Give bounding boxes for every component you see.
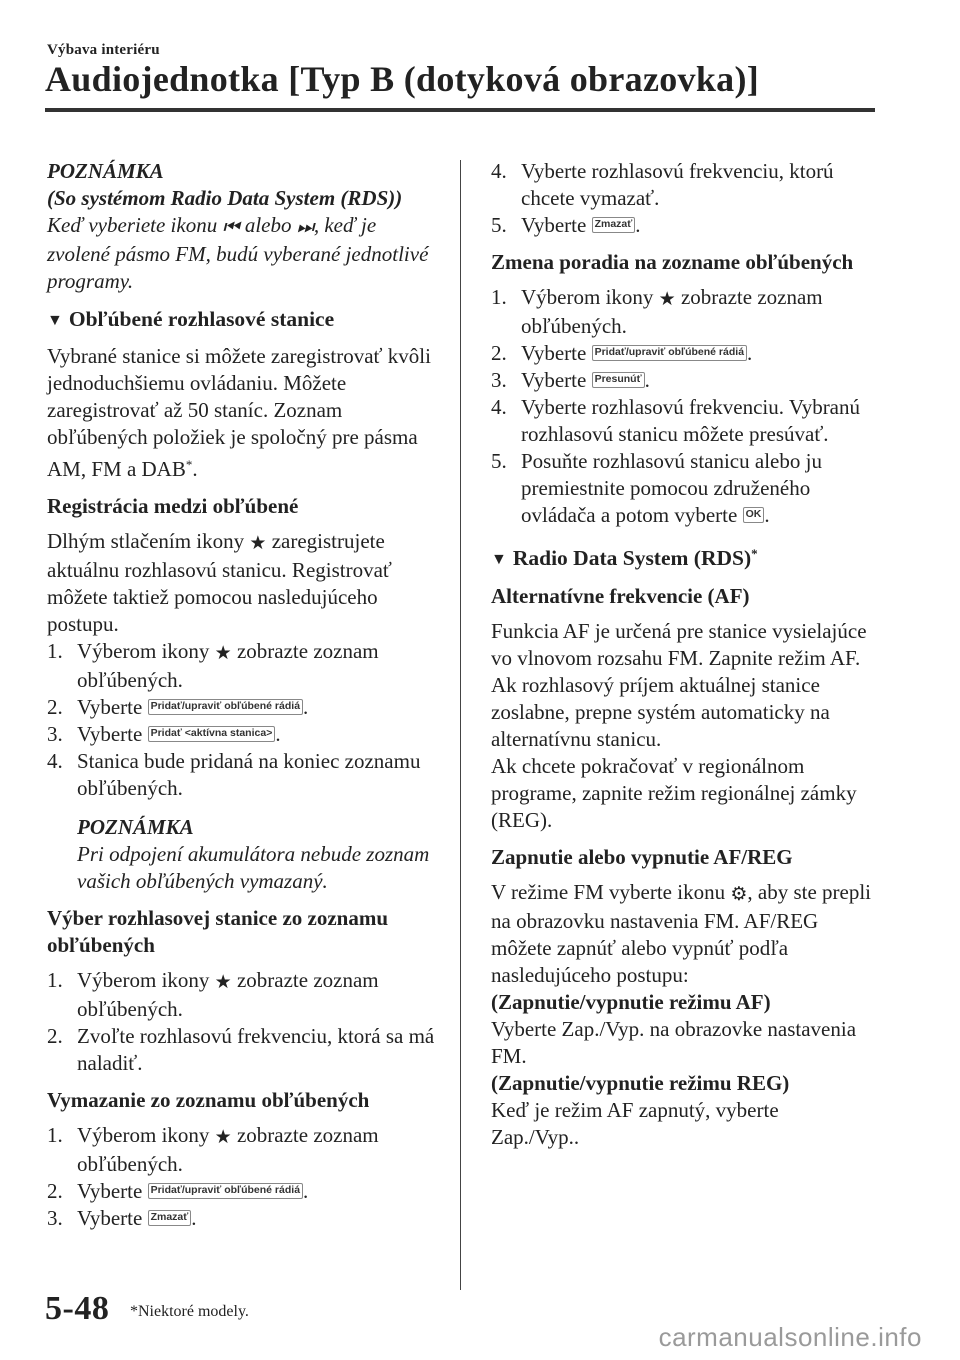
add-edit-favorites-button[interactable]: Pridať/upraviť obľúbené rádiá: [148, 699, 303, 715]
list-item: 2. Vyberte Pridať/upraviť obľúbené rádiá .: [47, 1179, 309, 1203]
reg-mode-text: Keď je režim AF zapnutý, vyberte Zap./Vyp..: [491, 1098, 779, 1149]
note-label: POZNÁMKA: [47, 159, 164, 183]
star-icon: ★: [249, 533, 267, 554]
star-icon: ★: [658, 289, 676, 310]
register-steps: [47, 638, 442, 802]
ok-button[interactable]: OK: [743, 507, 765, 523]
subheading-reorder: Zmena poradia na zozname obľúbených: [491, 250, 854, 274]
footnote: *Niektoré modely.: [130, 1303, 249, 1320]
subheading-register: Registrácia medzi obľúbené: [47, 494, 299, 518]
favorites-paragraph: Vybrané stanice si môžete zaregistrovať kvôli jednoduchšiemu ovládaniu. Môžete zaregistrovať až 50 staníc. Zoznam obľúbených položiek je spoločný pre pásma AM, FM a DAB*.: [47, 344, 431, 481]
af-mode-label: (Zapnutie/vypnutie režimu AF): [491, 990, 771, 1014]
delete-button[interactable]: Zmazať: [148, 1210, 192, 1226]
next-track-icon: ⏭: [296, 217, 314, 238]
header-divider: [45, 108, 875, 112]
previous-track-icon: ⏮: [222, 217, 240, 238]
list-item: 1. Výberom ikony ★ zobrazte zoznam obľúbených.: [47, 639, 379, 692]
add-active-station-button[interactable]: Pridať <aktívna stanica>: [148, 726, 276, 742]
section-heading-rds: ▼ Radio Data System (RDS)*: [491, 540, 871, 573]
column-divider: [460, 160, 461, 1290]
delete-button[interactable]: Zmazať: [592, 217, 636, 233]
left-column: [47, 158, 442, 1238]
section-label: Výbava interiéru: [47, 42, 160, 58]
note-rds-text: Keď vyberiete ikonu ⏮ alebo ⏭, keď je zvolené pásmo FM, budú vyberané jednotlivé programy.: [47, 213, 429, 293]
subheading-select: Výber rozhlasovej stanice zo zoznamu obľúbených: [47, 906, 389, 957]
star-icon: ★: [214, 1127, 232, 1148]
note-rds-condition: (So systémom Radio Data System (RDS)): [47, 186, 403, 210]
note-rds: [47, 158, 442, 295]
register-paragraph: Dlhým stlačením ikony ★ zaregistrujete aktuálnu rozhlasovú stanicu. Registrovať môžete taktiež pomocou nasledujúceho postupu.: [47, 529, 392, 636]
move-button[interactable]: Presunúť: [592, 372, 645, 388]
watermark: carmanualsonline.info: [658, 1322, 922, 1352]
note-label: POZNÁMKA: [77, 815, 194, 839]
right-column: [491, 158, 871, 1151]
list-item: 5. Posuňte rozhlasovú stanicu alebo ju premiestnite pomocou združeného ovládača a potom vyberte OK .: [491, 449, 822, 527]
select-steps: [47, 967, 442, 1077]
list-item: 2. Vyberte Pridať/upraviť obľúbené rádiá .: [491, 341, 753, 365]
list-item: 1. Výberom ikony ★ zobrazte zoznam obľúbených.: [47, 1123, 379, 1176]
page-number: 5-48: [45, 1290, 110, 1327]
note-battery: [77, 814, 442, 895]
list-item: 5. Vyberte Zmazať .: [491, 213, 641, 237]
add-edit-favorites-button[interactable]: Pridať/upraviť obľúbené rádiá: [148, 1183, 303, 1199]
list-item: 2. Zvoľte rozhlasovú frekvenciu, ktorá sa má naladiť.: [47, 1024, 435, 1075]
toggle-paragraph: V režime FM vyberte ikonu ⚙, aby ste prepli na obrazovku nastavenia FM. AF/REG môžete zapnúť alebo vypnúť podľa nasledujúceho postupu:: [491, 880, 872, 987]
list-item: 3. Vyberte Zmazať .: [47, 1206, 197, 1230]
star-icon: ★: [214, 643, 232, 664]
page-title: Audiojednotka [Typ B (dotyková obrazovka)]: [45, 59, 760, 99]
delete-steps-continued: [491, 158, 871, 239]
list-item: 2. Vyberte Pridať/upraviť obľúbené rádiá .: [47, 695, 309, 719]
star-icon: ★: [214, 972, 232, 993]
note-battery-text: Pri odpojení akumulátora nebude zoznam vašich obľúbených vymazaný.: [77, 842, 430, 893]
reg-paragraph: Ak chcete pokračovať v regionálnom programe, zapnite režim regionálnej zámky (REG).: [491, 754, 857, 832]
af-mode-text: Vyberte Zap./Vyp. na obrazovke nastavenia FM.: [491, 1017, 857, 1068]
subheading-delete: Vymazanie zo zoznamu obľúbených: [47, 1088, 370, 1112]
list-item: 1. Výberom ikony ★ zobrazte zoznam obľúbených.: [491, 285, 823, 338]
af-paragraph: Funkcia AF je určená pre stanice vysielajúce vo vlnovom rozsahu FM. Zapnite režim AF. Ak rozhlasový príjem aktuálnej stanice zoslabne, prepne systém automaticky na alternatívnu stanicu.: [491, 619, 867, 751]
list-item: 4. Stanica bude pridaná na koniec zoznamu obľúbených.: [47, 749, 421, 800]
subheading-toggle: Zapnutie alebo vypnutie AF/REG: [491, 845, 793, 869]
reorder-steps: [491, 284, 871, 529]
section-heading-favorites: ▼ Obľúbené rozhlasové stanice: [47, 306, 442, 334]
triangle-icon: ▼: [47, 312, 63, 329]
delete-steps: [47, 1122, 442, 1232]
list-item: 3. Vyberte Pridať <aktívna stanica> .: [47, 722, 281, 746]
triangle-icon: ▼: [491, 551, 507, 568]
list-item: 1. Výberom ikony ★ zobrazte zoznam obľúbených.: [47, 968, 379, 1021]
settings-icon: ⚙: [730, 884, 748, 905]
list-item: 4. Vyberte rozhlasovú frekvenciu. Vybranú rozhlasovú stanicu môžete presúvať.: [491, 395, 861, 446]
list-item: 4. Vyberte rozhlasovú frekvenciu, ktorú chcete vymazať.: [491, 159, 834, 210]
list-item: 3. Vyberte Presunúť .: [491, 368, 650, 392]
subheading-af: Alternatívne frekvencie (AF): [491, 584, 750, 608]
add-edit-favorites-button[interactable]: Pridať/upraviť obľúbené rádiá: [592, 345, 747, 361]
reg-mode-label: (Zapnutie/vypnutie režimu REG): [491, 1071, 790, 1095]
